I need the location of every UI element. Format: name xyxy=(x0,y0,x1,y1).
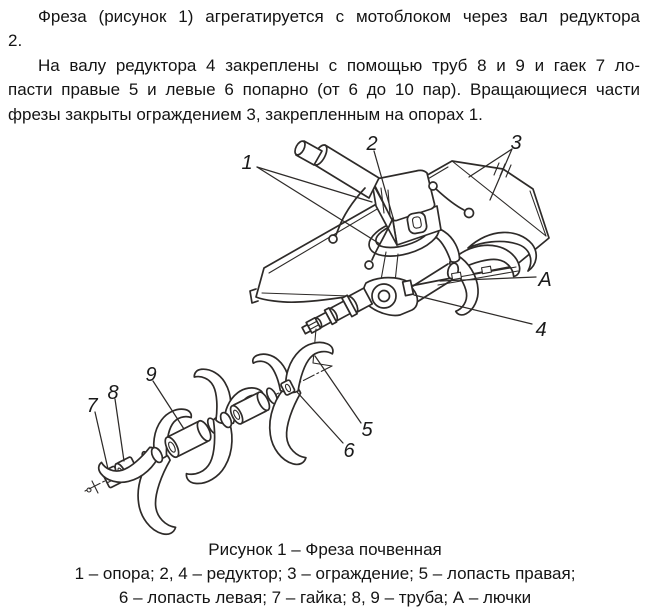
diagram-label-7: 7 xyxy=(86,395,98,418)
paragraph-1 xyxy=(8,5,640,54)
figure-legend-line-2: 6 – лопасть левая; 7 – гайка; 8, 9 – труба; А – лючки xyxy=(118,588,532,608)
blade-pair-1 xyxy=(96,404,195,536)
diagram-label-8: 8 xyxy=(107,382,119,405)
diagram-label-9: 9 xyxy=(145,364,157,387)
diagram-label-A: А xyxy=(538,269,552,292)
paragraph-2-line-1: На валу редуктора 4 закреплены с помощью труб 8 и 9 и гаек 7 ло- xyxy=(38,55,640,75)
paragraph-2 xyxy=(8,54,640,127)
figure-legend-line-1: 1 – опора; 2, 4 – редуктор; 3 – ограждение; 5 – лопасть правая; xyxy=(74,564,576,584)
diagram-label-6: 6 xyxy=(343,440,355,463)
figure-caption-block xyxy=(0,537,650,610)
paragraph-1-line-2: 2. xyxy=(8,31,23,51)
paragraph-2-line-2: пасти правые 5 и левые 6 попарно (от 6 до 10 пар). Вращающиеся части xyxy=(8,80,640,100)
diagram-label-5: 5 xyxy=(361,419,373,442)
intro-text xyxy=(0,0,650,127)
paragraph-2-line-3: фрезы закрыты ограждением 3, закрепленным на опорах 1. xyxy=(8,104,483,124)
diagram-label-2: 2 xyxy=(366,133,378,156)
diagram-label-1: 1 xyxy=(241,152,253,175)
paragraph-1-line-1: Фреза (рисунок 1) агрегатируется с мотоблоком через вал редуктора xyxy=(38,7,640,26)
figure-diagram xyxy=(0,118,650,537)
diagram-label-4: 4 xyxy=(535,319,547,342)
diagram-label-3: 3 xyxy=(510,132,522,155)
figure-caption: Рисунок 1 – Фреза почвенная xyxy=(208,540,442,560)
